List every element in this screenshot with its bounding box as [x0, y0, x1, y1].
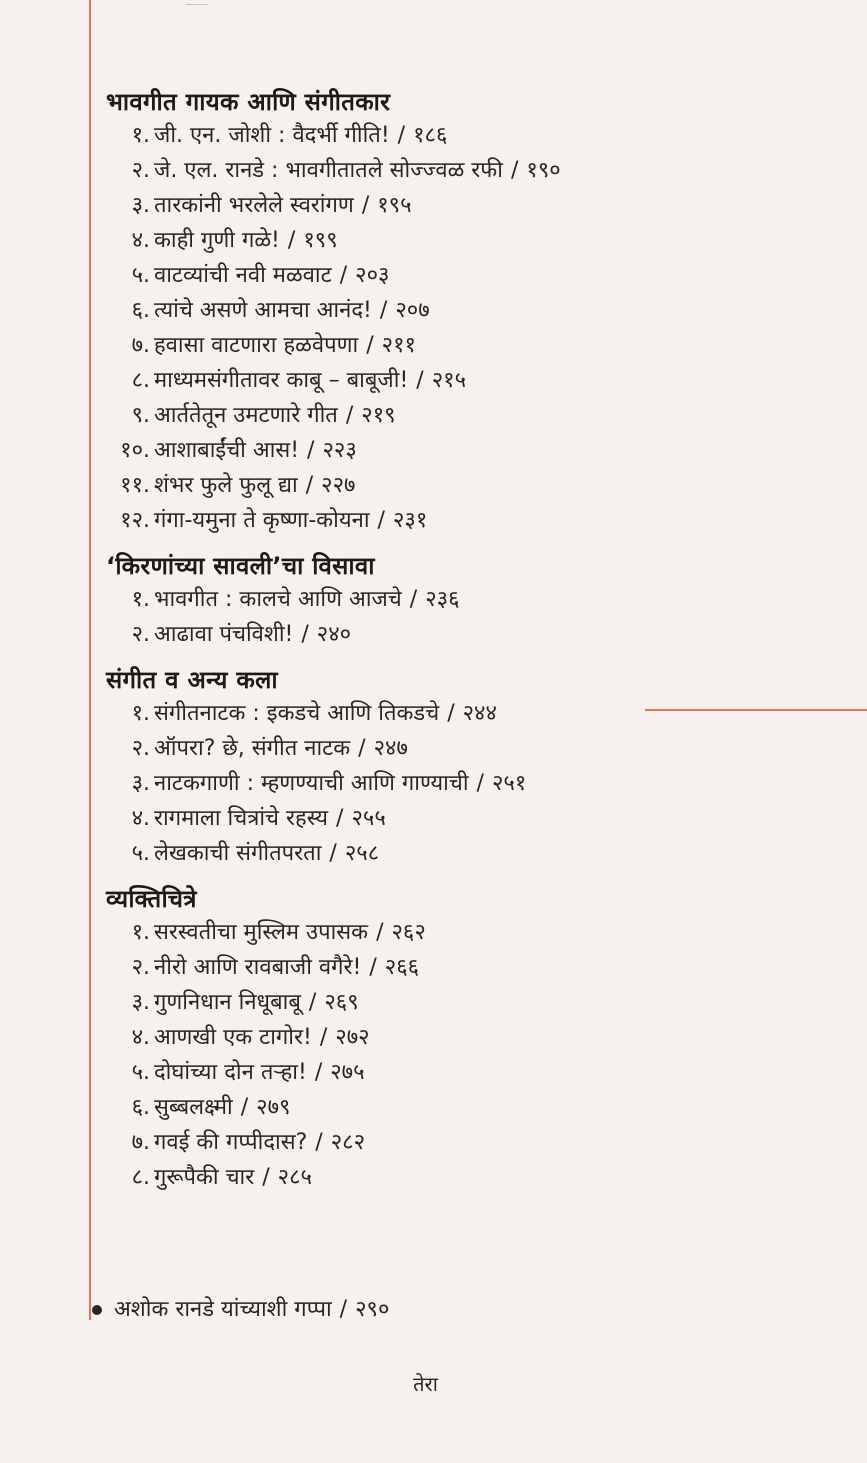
entry-number: ३.	[131, 771, 150, 796]
entry-page: २५५	[351, 806, 386, 831]
toc-entry	[100, 731, 820, 766]
toc-entry	[100, 398, 820, 433]
entry-number: ११.	[120, 473, 150, 498]
entry-page: २८२	[330, 1130, 366, 1155]
entry-separator: /	[329, 841, 337, 866]
toc-section	[100, 664, 820, 871]
toc-entry	[100, 293, 820, 328]
entry-number: ४.	[131, 228, 150, 253]
entry-number: ४.	[131, 1025, 150, 1050]
entry-page: १९९	[303, 228, 338, 253]
toc-entry	[100, 766, 820, 801]
entry-separator: /	[301, 622, 309, 647]
entry-separator: /	[377, 508, 385, 533]
entry-number: १०.	[120, 438, 150, 463]
toc-entry	[100, 1020, 820, 1055]
section-title: व्यक्तिचित्रे	[106, 885, 197, 913]
entry-title: काही गुणी गळे!	[154, 228, 280, 253]
entry-separator: /	[305, 473, 314, 498]
entry-page: २११	[381, 333, 416, 358]
entry-page: २२३	[322, 438, 357, 463]
entry-separator: /	[307, 438, 315, 463]
entry-page: २८५	[277, 1165, 312, 1190]
toc-entry	[100, 363, 820, 398]
entry-title: लेखकाची संगीतपरता	[154, 841, 322, 866]
entry-separator: /	[447, 701, 455, 726]
entry-page: २३१	[392, 508, 428, 533]
entry-number: १.	[131, 701, 150, 726]
toc-entry	[100, 328, 820, 363]
entry-page: २६९	[324, 990, 359, 1015]
page-number	[0, 1370, 867, 1398]
entry-page: २०३	[355, 263, 390, 288]
toc-entry	[100, 188, 820, 223]
entry-separator: /	[510, 158, 519, 183]
entry-page: २४०	[316, 622, 352, 647]
entry-separator: /	[366, 333, 374, 358]
entry-separator: /	[397, 123, 406, 148]
entry-number: ५.	[131, 1060, 150, 1085]
entry-title: हवासा वाटणारा हळवेपणा	[154, 333, 359, 358]
entry-number: १.	[131, 587, 150, 612]
entry-number: १२.	[120, 508, 150, 533]
entry-title: माध्यमसंगीतावर काबू – बाबूजी!	[154, 368, 409, 393]
entry-page: २६६	[384, 955, 420, 980]
toc-entry	[100, 153, 820, 188]
entry-number: ५.	[131, 263, 150, 288]
entry-number: ६.	[131, 298, 150, 323]
entry-page: २५१	[491, 771, 527, 796]
entry-title: जी. एन. जोशी : वैदर्भी गीति!	[154, 123, 390, 148]
entry-number: ३.	[131, 193, 150, 218]
toc-section	[100, 86, 820, 538]
entry-title: गंगा-यमुना ते कृष्णा-कोयना	[154, 508, 370, 533]
entry-number: ६.	[131, 1095, 150, 1120]
entry-title: जे. एल. रानडे : भावगीतातले सोज्ज्वळ रफी	[154, 158, 503, 183]
page-smudge	[186, 4, 208, 5]
entry-number: १.	[131, 920, 150, 945]
entry-title: सुब्बलक्ष्मी	[154, 1095, 233, 1120]
entry-page: २०७	[395, 298, 430, 323]
toc-entry	[100, 118, 820, 153]
entry-separator: /	[409, 587, 418, 612]
entry-separator: /	[319, 1025, 328, 1050]
entry-page: २७९	[256, 1095, 291, 1120]
toc-entry	[100, 915, 820, 950]
toc-entry	[100, 985, 820, 1020]
entry-number: २.	[131, 158, 150, 183]
section-title: संगीत व अन्य कला	[106, 666, 278, 694]
entry-title: आणखी एक टागोर!	[154, 1025, 312, 1050]
entry-number: ५.	[131, 841, 150, 866]
toc-section	[100, 883, 820, 1195]
toc-entry	[100, 836, 820, 871]
toc-entry	[100, 1125, 820, 1160]
entry-separator: /	[416, 368, 424, 393]
entry-separator: /	[361, 193, 370, 218]
entry-title: गुरूपैकी चार	[154, 1165, 255, 1190]
entry-number: २.	[131, 622, 150, 647]
entry-page: १८६	[413, 123, 448, 148]
entry-page: २३६	[425, 587, 460, 612]
entry-separator: /	[336, 806, 344, 831]
entry-separator: /	[339, 263, 348, 288]
entry-number: ८.	[131, 368, 150, 393]
toc-entry	[100, 503, 820, 538]
entry-title: भावगीत : कालचे आणि आजचे	[154, 587, 402, 612]
standalone-separator: /	[339, 1297, 348, 1322]
entry-title: आर्ततेतून उमटणारे गीत	[154, 403, 338, 428]
standalone-page: २९०	[355, 1297, 390, 1322]
page-number-text: तेरा	[413, 1372, 438, 1396]
entry-title: त्यांचे असणे आमचा आनंद!	[154, 298, 372, 323]
margin-rule	[89, 0, 91, 1320]
entry-title: रागमाला चित्रांचे रहस्य	[154, 806, 329, 831]
toc-entry	[100, 582, 820, 617]
standalone-title: अशोक रानडे यांच्याशी गप्पा	[114, 1297, 332, 1322]
section-title: भावगीत गायक आणि संगीतकार	[106, 88, 391, 116]
entry-title: दोघांच्या दोन तऱ्हा!	[154, 1060, 307, 1085]
entry-number: ३.	[131, 990, 150, 1015]
entry-title: तारकांनी भरलेले स्वरांगण	[154, 193, 354, 218]
section-title: ‘किरणांच्या सावली’चा विसावा	[106, 552, 375, 580]
entry-separator: /	[345, 403, 354, 428]
entry-page: २६२	[391, 920, 426, 945]
entry-number: १.	[131, 123, 150, 148]
entry-separator: /	[287, 228, 296, 253]
entry-separator: /	[369, 955, 377, 980]
entry-title: शंभर फुले फुलू द्या	[154, 473, 298, 498]
toc-entry	[100, 1055, 820, 1090]
entry-page: २१९	[361, 403, 396, 428]
toc-entry	[100, 468, 820, 503]
entry-title: ऑपरा? छे, संगीत नाटक	[154, 736, 351, 761]
entry-page: २७२	[335, 1025, 370, 1050]
entry-page: २१५	[431, 368, 467, 393]
entry-separator: /	[262, 1165, 270, 1190]
entry-number: २.	[131, 955, 150, 980]
entry-separator: /	[240, 1095, 249, 1120]
entry-separator: /	[308, 990, 317, 1015]
toc-entry	[100, 617, 820, 652]
entry-number: ४.	[131, 806, 150, 831]
standalone-entry	[92, 1292, 389, 1327]
toc-entry	[100, 433, 820, 468]
entry-title: आशाबाईंची आस!	[154, 438, 300, 463]
entry-page: २४७	[373, 736, 408, 761]
toc-entry	[100, 950, 820, 985]
entry-title: आढावा पंचविशी!	[154, 622, 294, 647]
toc-entry	[100, 223, 820, 258]
entry-separator: /	[476, 771, 484, 796]
entry-separator: /	[376, 920, 384, 945]
entry-number: ७.	[131, 1130, 150, 1155]
entry-title: वाटव्यांची नवी मळवाट	[154, 263, 332, 288]
entry-number: ७.	[131, 333, 150, 358]
entry-page: २४४	[462, 701, 497, 726]
entry-number: ९.	[131, 403, 150, 428]
toc-entry	[100, 1160, 820, 1195]
entry-separator: /	[315, 1130, 323, 1155]
entry-title: गुणनिधान निधूबाबू	[154, 990, 301, 1015]
entry-number: ८.	[131, 1165, 150, 1190]
toc-entry	[100, 258, 820, 293]
entry-title: संगीतनाटक : इकडचे आणि तिकडचे	[154, 701, 440, 726]
entry-title: नीरो आणि रावबाजी वगैरे!	[154, 955, 362, 980]
bullet-icon	[92, 1305, 102, 1315]
table-of-contents	[100, 86, 820, 1195]
entry-separator: /	[379, 298, 388, 323]
entry-page: १९५	[377, 193, 412, 218]
entry-page: २७५	[330, 1060, 365, 1085]
entry-title: नाटकगाणी : म्हणण्याची आणि गाण्याची	[154, 771, 469, 796]
toc-section	[100, 550, 820, 652]
entry-title: सरस्वतीचा मुस्लिम उपासक	[154, 920, 369, 945]
toc-entry	[100, 696, 820, 731]
toc-entry	[100, 801, 820, 836]
entry-separator: /	[314, 1060, 323, 1085]
entry-page: १९०	[526, 158, 561, 183]
entry-page: २५८	[344, 841, 380, 866]
entry-number: २.	[131, 736, 150, 761]
entry-title: गवई की गप्पीदास?	[154, 1130, 308, 1155]
toc-entry	[100, 1090, 820, 1125]
entry-page: २२७	[321, 473, 356, 498]
entry-separator: /	[358, 736, 366, 761]
